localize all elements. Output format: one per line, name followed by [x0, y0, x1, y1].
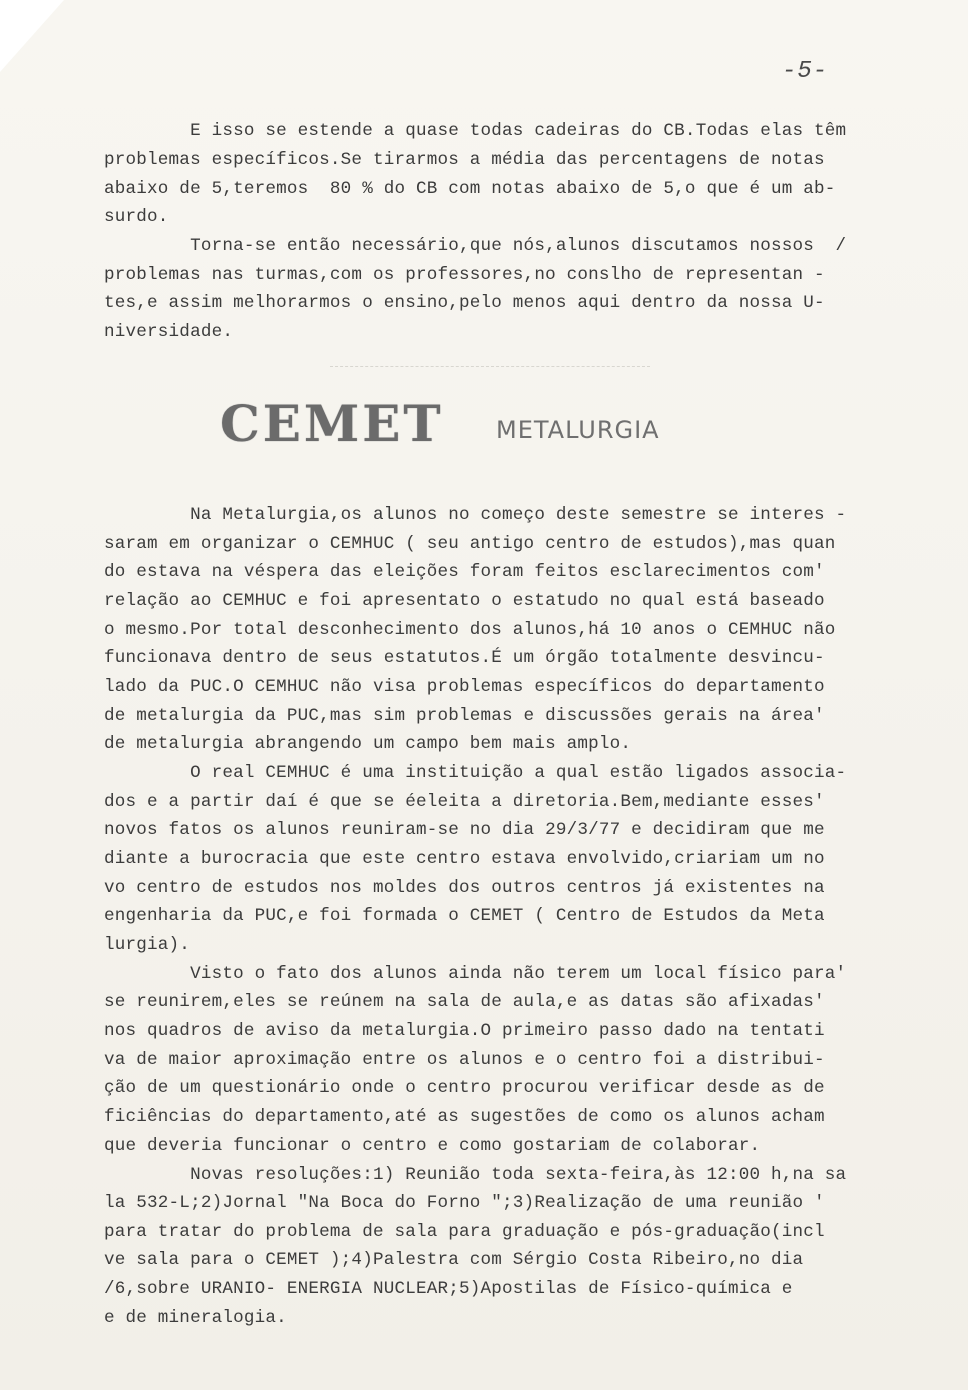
heading-subtitle: METALURGIA — [496, 416, 660, 444]
text-line: Novas resoluções:1) Reunião toda sexta-feira,às 12:00 h,na sa — [104, 1165, 847, 1185]
text-line: engenharia da PUC,e foi formada o CEMET ( Centro de Estudos da Meta — [104, 906, 825, 926]
text-line: ção de um questionário onde o centro procurou verificar desde as de — [104, 1078, 825, 1098]
text-line: do estava na véspera das eleições foram feitos esclarecimentos com' — [104, 562, 825, 582]
text-line: ve sala para o CEMET );4)Palestra com Sérgio Costa Ribeiro,no dia — [104, 1250, 804, 1270]
text-line: niversidade. — [104, 322, 234, 342]
text-line: problemas específicos.Se tirarmos a média das percentagens de notas — [104, 150, 825, 170]
text-line: para tratar do problema de sala para graduação e pós-graduação(incl — [104, 1222, 825, 1242]
text-line: dos e a partir daí é que se éeleita a diretoria.Bem,mediante esses' — [104, 792, 825, 812]
text-line: la 532-L;2)Jornal "Na Boca do Forno ";3)Realização de uma reunião ' — [104, 1193, 825, 1213]
text-line: problemas nas turmas,com os professores,no conslho de representan - — [104, 265, 825, 285]
text-line: diante a burocracia que este centro estava envolvido,criariam um no — [104, 849, 825, 869]
text-line: O real CEMHUC é uma instituição a qual estão ligados associa- — [104, 763, 847, 783]
text-line: saram em organizar o CEMHUC ( seu antigo centro de estudos),mas quan — [104, 534, 836, 554]
heading-title: CEMET — [220, 394, 444, 453]
text-line: lurgia). — [104, 935, 191, 955]
text-line: /6,sobre URANIO- ENERGIA NUCLEAR;5)Apostilas de Físico-química e — [104, 1279, 793, 1299]
text-line: va de maior aproximação entre os alunos e o centro foi a distribui- — [104, 1050, 825, 1070]
text-line: ficiências do departamento,até as sugestões de como os alunos acham — [104, 1107, 825, 1127]
text-line: abaixo de 5,teremos 80 % do CB com notas abaixo de 5,o que é um ab- — [104, 179, 836, 199]
text-line: de metalurgia da PUC,mas sim problemas e discussões gerais na área' — [104, 706, 825, 726]
page-number: -5- — [782, 58, 829, 85]
text-line: Na Metalurgia,os alunos no começo deste semestre se interes - — [104, 505, 847, 525]
text-line: relação ao CEMHUC e foi apresentato o estatudo no qual está baseado — [104, 591, 825, 611]
text-line: o mesmo.Por total desconhecimento dos alunos,há 10 anos o CEMHUC não — [104, 620, 836, 640]
text-line: Torna-se então necessário,que nós,alunos discutamos nossos / — [104, 236, 847, 256]
text-line: novos fatos os alunos reuniram-se no dia 29/3/77 e decidiram que me — [104, 820, 825, 840]
text-line: funcionava dentro de seus estatutos.É um órgão totalmente desvincu- — [104, 648, 825, 668]
text-line: de metalurgia abrangendo um campo bem mais amplo. — [104, 734, 632, 754]
text-line: E isso se estende a quase todas cadeiras do CB.Todas elas têm — [104, 121, 847, 141]
text-line: vo centro de estudos nos moldes dos outros centros já existentes na — [104, 878, 825, 898]
text-line: e de mineralogia. — [104, 1308, 287, 1328]
divider — [330, 366, 650, 367]
text-line: se reunirem,eles se reúnem na sala de aula,e as datas são afixadas' — [104, 992, 825, 1012]
text-line: que deveria funcionar o centro e como gostariam de colaborar. — [104, 1136, 761, 1156]
text-line: lado da PUC.O CEMHUC não visa problemas específicos do departamento — [104, 677, 825, 697]
text-line: nos quadros de aviso da metalurgia.O primeiro passo dado na tentati — [104, 1021, 825, 1041]
folded-corner — [0, 0, 64, 72]
text-line: surdo. — [104, 207, 169, 227]
text-line: Visto o fato dos alunos ainda não terem um local físico para' — [104, 964, 847, 984]
text-line: tes,e assim melhorarmos o ensino,pelo menos aqui dentro da nossa U- — [104, 293, 825, 313]
